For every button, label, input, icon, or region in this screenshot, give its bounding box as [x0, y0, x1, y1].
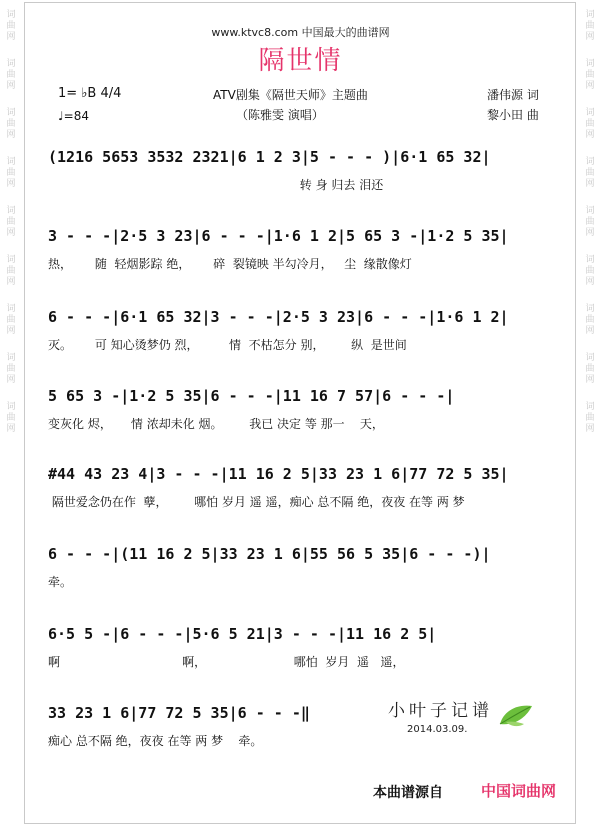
- watermark-char: 曲: [6, 413, 16, 423]
- brand-link[interactable]: 中国词曲网: [481, 782, 557, 800]
- watermark-char: 曲: [6, 21, 16, 31]
- watermark-char: 网: [585, 81, 595, 91]
- composer-credit: 黎小田 曲: [487, 108, 539, 122]
- lyrics-line: 牵。: [48, 575, 73, 589]
- lyrics-line: 灭。 可 知心烫梦仍 烈， 情 不枯怎分 别， 纵 是世间: [48, 338, 407, 352]
- watermark-char: 词: [585, 304, 595, 314]
- watermark-char: 网: [585, 326, 595, 336]
- site-url[interactable]: www.ktvc8.com 中国最大的曲谱网: [211, 26, 390, 39]
- watermark-char: 词: [585, 353, 595, 363]
- notation-line: 6·5 5 -|6 - - -|5·6 5 21|3 - - -|11 16 2 5|: [48, 625, 437, 643]
- watermark-char: 曲: [585, 217, 595, 227]
- song-subtitle: ATV剧集《隔世天师》主题曲: [213, 88, 368, 102]
- lyrics-line: 啊 啊， 哪怕 岁月 遥 遥，: [48, 655, 405, 669]
- watermark-char: 词: [6, 255, 16, 265]
- source-label: 本曲谱源自: [373, 785, 443, 801]
- watermark-char: 词: [585, 10, 595, 20]
- watermark-char: 词: [6, 10, 16, 20]
- notation-line: #44 43 23 4|3 - - -|11 16 2 5|33 23 1 6|77 72 5 35|: [48, 465, 509, 483]
- watermark-char: 网: [6, 326, 16, 336]
- watermark-char: 曲: [6, 119, 16, 129]
- watermark-char: 网: [6, 228, 16, 238]
- watermark-char: 网: [6, 32, 16, 42]
- watermark-char: 词: [6, 353, 16, 363]
- tempo-marking: ♩=84: [58, 109, 89, 123]
- watermark-char: 词: [6, 206, 16, 216]
- lyricist-credit: 潘伟源 词: [487, 88, 539, 102]
- notation-line: 33 23 1 6|77 72 5 35|6 - - -‖: [48, 704, 310, 722]
- page-border: [24, 2, 576, 824]
- watermark-char: 曲: [6, 70, 16, 80]
- watermark-char: 词: [585, 108, 595, 118]
- lyrics-line: 隔世爱念仍在作 孽， 哪怕 岁月 遥 遥，痴心 总不隔 绝，夜夜 在等 两 梦: [48, 495, 465, 509]
- watermark-char: 曲: [585, 21, 595, 31]
- watermark-char: 曲: [585, 413, 595, 423]
- watermark-char: 曲: [6, 217, 16, 227]
- watermark-char: 网: [585, 228, 595, 238]
- watermark-char: 词: [585, 157, 595, 167]
- lyrics-line: 转 身 归去 泪还: [48, 178, 384, 192]
- watermark-char: 词: [585, 59, 595, 69]
- watermark-char: 网: [6, 130, 16, 140]
- watermark-char: 词: [6, 157, 16, 167]
- watermark-char: 曲: [585, 315, 595, 325]
- watermark-char: 网: [6, 277, 16, 287]
- leaf-icon: [496, 700, 536, 730]
- notation-line: 6 - - -|6·1 65 32|3 - - -|2·5 3 23|6 - - -|1·6 1 2|: [48, 308, 509, 326]
- notation-line: 3 - - -|2·5 3 23|6 - - -|1·6 1 2|5 65 3 -|1·2 5 35|: [48, 227, 509, 245]
- notation-line: 5 65 3 -|1·2 5 35|6 - - -|11 16 7 57|6 - - -|: [48, 387, 455, 405]
- watermark-char: 网: [585, 130, 595, 140]
- watermark-char: 词: [585, 206, 595, 216]
- transcriber-signature: 小叶子记谱: [388, 701, 493, 721]
- watermark-char: 曲: [6, 315, 16, 325]
- watermark-char: 网: [6, 424, 16, 434]
- watermark-char: 网: [585, 375, 595, 385]
- notation-line: 6 - - -|(11 16 2 5|33 23 1 6|55 56 5 35|6 - - -)|: [48, 545, 491, 563]
- watermark-char: 词: [6, 59, 16, 69]
- watermark-char: 曲: [585, 70, 595, 80]
- watermark-char: 曲: [585, 364, 595, 374]
- watermark-char: 曲: [6, 266, 16, 276]
- watermark-char: 词: [585, 255, 595, 265]
- song-title: 隔世情: [258, 46, 343, 76]
- key-signature: 1= ♭B 4/4: [58, 86, 122, 101]
- watermark-char: 网: [585, 32, 595, 42]
- watermark-char: 网: [585, 179, 595, 189]
- notation-line: (1216 5653 3532 2321|6 1 2 3|5 - - - )|6·1 65 32|: [48, 148, 491, 166]
- watermark-char: 网: [585, 424, 595, 434]
- watermark-char: 网: [6, 375, 16, 385]
- lyrics-line: 痴心 总不隔 绝，夜夜 在等 两 梦 牵。: [48, 734, 263, 748]
- singer-credit: （陈雅雯 演唱）: [236, 108, 324, 122]
- lyrics-line: 热， 随 轻烟影踪 绝， 碎 裂镜映 半勾冷月， 尘 缘散像灯: [48, 257, 412, 271]
- watermark-char: 曲: [585, 266, 595, 276]
- watermark-char: 网: [585, 277, 595, 287]
- watermark-char: 曲: [6, 168, 16, 178]
- watermark-char: 词: [6, 304, 16, 314]
- watermark-char: 词: [6, 108, 16, 118]
- lyrics-line: 变灰化 烬， 情 浓却未化 烟。 我已 决定 等 那一 天，: [48, 417, 384, 431]
- watermark-char: 词: [585, 402, 595, 412]
- watermark-char: 曲: [6, 364, 16, 374]
- transcription-date: 2014.03.09.: [407, 724, 468, 735]
- watermark-char: 词: [6, 402, 16, 412]
- watermark-char: 网: [6, 81, 16, 91]
- watermark-char: 曲: [585, 119, 595, 129]
- watermark-char: 网: [6, 179, 16, 189]
- watermark-char: 曲: [585, 168, 595, 178]
